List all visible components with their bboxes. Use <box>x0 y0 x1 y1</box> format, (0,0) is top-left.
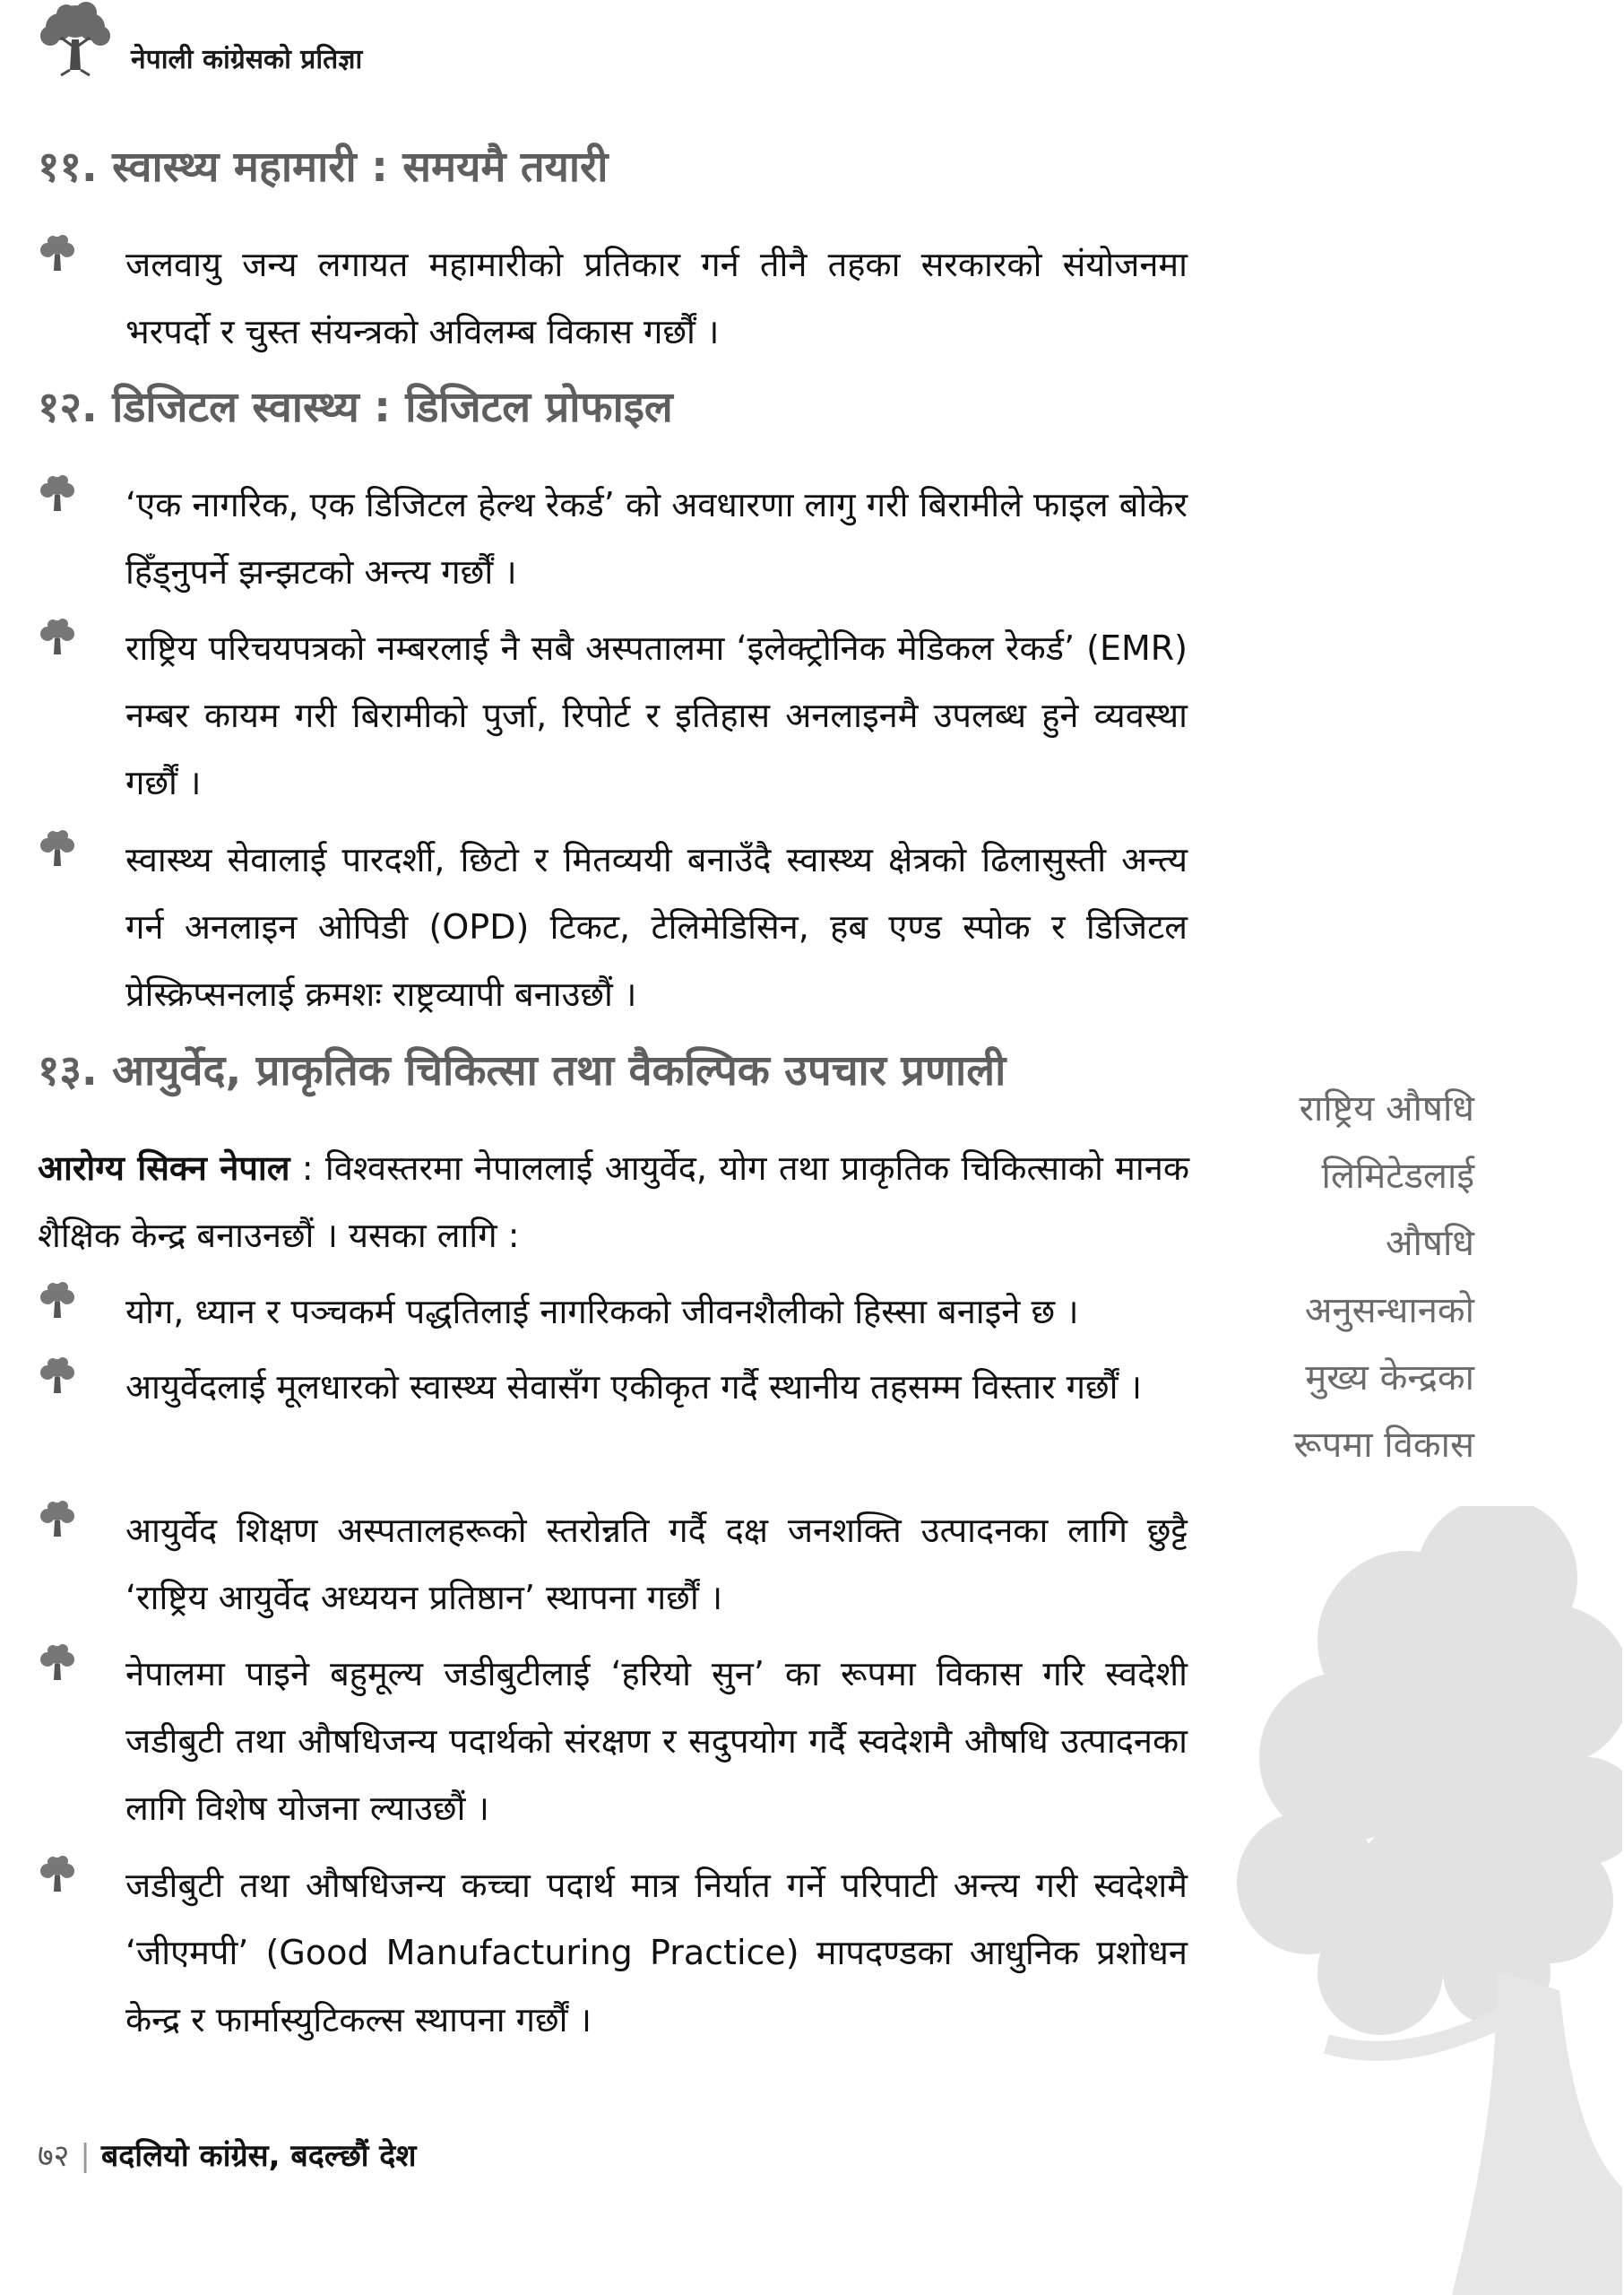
section-intro <box>38 1135 1189 1269</box>
list-item <box>36 472 1188 606</box>
list-item-text: नेपालमा पाइने बहुमूल्य जडीबुटीलाई ‘हरियो सुन’ का रूपमा विकास गरि स्वदेशी जडीबुटी तथा औषधिजन्य पदार्थको संरक्षण र सदुपयोग गर्दै स्वदेशमै औषधि उत्पादनका लागि विशेष योजना ल्याउछौं । <box>125 1654 1188 1828</box>
section-heading-12: १२. डिजिटल स्वास्थ्य : डिजिटल प्रोफाइल <box>38 383 673 432</box>
list-item <box>36 615 1188 817</box>
section-heading-11: ११. स्वास्थ्य महामारी : समयमै तयारी <box>38 143 609 192</box>
tree-bullet-icon <box>36 1499 79 1540</box>
intro-text: : विश्वस्तरमा नेपाललाई आयुर्वेद, योग तथा प्राकृतिक चिकित्साको मानक शैक्षिक केन्द्र बनाउनछौं । यसका लागि : <box>38 1148 1190 1255</box>
sidenote-line: लिमिटेडलाई <box>1321 1156 1474 1197</box>
tree-bullet-icon <box>36 1642 79 1684</box>
list-item-text: जलवायु जन्य लगायत महामारीको प्रतिकार गर्न तीनै तहका सरकारको संयोजनमा भरपर्दो र चुस्त संयन्त्रको अविलम्ब विकास गर्छौं । <box>125 245 1188 351</box>
list-item <box>36 827 1188 1028</box>
sidenote-line: राष्ट्रिय औषधि <box>1299 1088 1474 1130</box>
list-item-text: आयुर्वेदलाई मूलधारको स्वास्थ्य सेवासँग एकीकृत गर्दै स्थानीय तहसम्म विस्तार गर्छौं । <box>125 1367 1142 1407</box>
sidenote-line: अनुसन्धानको <box>1304 1290 1474 1331</box>
list-item <box>36 1852 1188 2054</box>
header-title: नेपाली कांग्रेसको प्रतिज्ञा <box>131 44 363 75</box>
list-item-text: जडीबुटी तथा औषधिजन्य कच्चा पदार्थ मात्र निर्यात गर्ने परिपाटी अन्त्य गरी स्वदेशमै ‘जीएमपी’ (Good Manufacturing Practice) मापदण्डका आधुनिक प्रशोधन केन्द्र र फार्मास्युटिकल्स स्थापना गर्छौं । <box>125 1866 1188 2040</box>
list-item-text: स्वास्थ्य सेवालाई पारदर्शी, छिटो र मितव्ययी बनाउँदै स्वास्थ्य क्षेत्रको ढिलासुस्ती अन्त्य गर्न अनलाइन ओपिडी (OPD) टिकट, टेलिमेडिसिन, हब एण्ड स्पोक र डिजिटल प्रेस्क्रिप्सनलाई क्रमशः राष्ट्रव्यापी बनाउछौं । <box>125 840 1188 1014</box>
page-footer <box>38 2134 416 2175</box>
list-item <box>36 1354 1188 1421</box>
section-heading-13: १३. आयुर्वेद, प्राकृतिक चिकित्सा तथा वैकल्पिक उपचार प्रणाली <box>38 1046 1006 1096</box>
footer-title: बदलियो कांग्रेस, बदल्छौं देश <box>100 2138 417 2174</box>
list-item-text: राष्ट्रिय परिचयपत्रको नम्बरलाई नै सबै अस्पतालमा ‘इलेक्ट्रोनिक मेडिकल रेकर्ड’ (EMR) नम्बर कायम गरी बिरामीको पुर्जा, रिपोर्ट र इतिहास अनलाइनमै उपलब्ध हुने व्यवस्था गर्छौं । <box>125 628 1188 802</box>
list-item <box>36 231 1188 366</box>
list-item <box>36 1278 1188 1346</box>
list-item <box>36 1497 1188 1632</box>
intro-lead: आरोग्य सिक्न नेपाल <box>38 1148 290 1188</box>
tree-bullet-icon <box>36 1355 79 1397</box>
tree-bullet-icon <box>36 1280 79 1321</box>
side-pull-quote <box>1237 1076 1474 1479</box>
sidenote-line: मुख्य केन्द्रका <box>1305 1357 1474 1399</box>
tree-bullet-icon <box>36 473 79 515</box>
sidenote-line: औषधि <box>1386 1223 1474 1264</box>
tree-bullet-icon <box>36 233 79 274</box>
page-number: ७२ <box>38 2138 70 2174</box>
sidenote-line: रूपमा विकास <box>1293 1425 1474 1466</box>
background-tree-icon <box>1228 1506 1622 2295</box>
list-item-text: योग, ध्यान र पञ्चकर्म पद्धतिलाई नागरिकको जीवनशैलीको हिस्सा बनाइने छ । <box>125 1292 1079 1331</box>
list-item-text: आयुर्वेद शिक्षण अस्पतालहरूको स्तरोन्नति गर्दै दक्ष जनशक्ति उत्पादनका लागि छुट्टै ‘राष्ट्रिय आयुर्वेद अध्ययन प्रतिष्ठान’ स्थापना गर्छौं । <box>125 1511 1188 1617</box>
page-header <box>34 0 572 82</box>
tree-logo-icon <box>34 0 117 77</box>
list-item-text: ‘एक नागरिक, एक डिजिटल हेल्थ रेकर्ड’ को अवधारणा लागु गरी बिरामीले फाइल बोकेर हिँड्नुपर्ने झन्झटको अन्त्य गर्छौं । <box>125 485 1188 592</box>
list-item <box>36 1641 1188 1842</box>
tree-bullet-icon <box>36 828 79 870</box>
footer-separator: | <box>80 2138 91 2174</box>
tree-bullet-icon <box>36 617 79 658</box>
tree-bullet-icon <box>36 1854 79 1895</box>
